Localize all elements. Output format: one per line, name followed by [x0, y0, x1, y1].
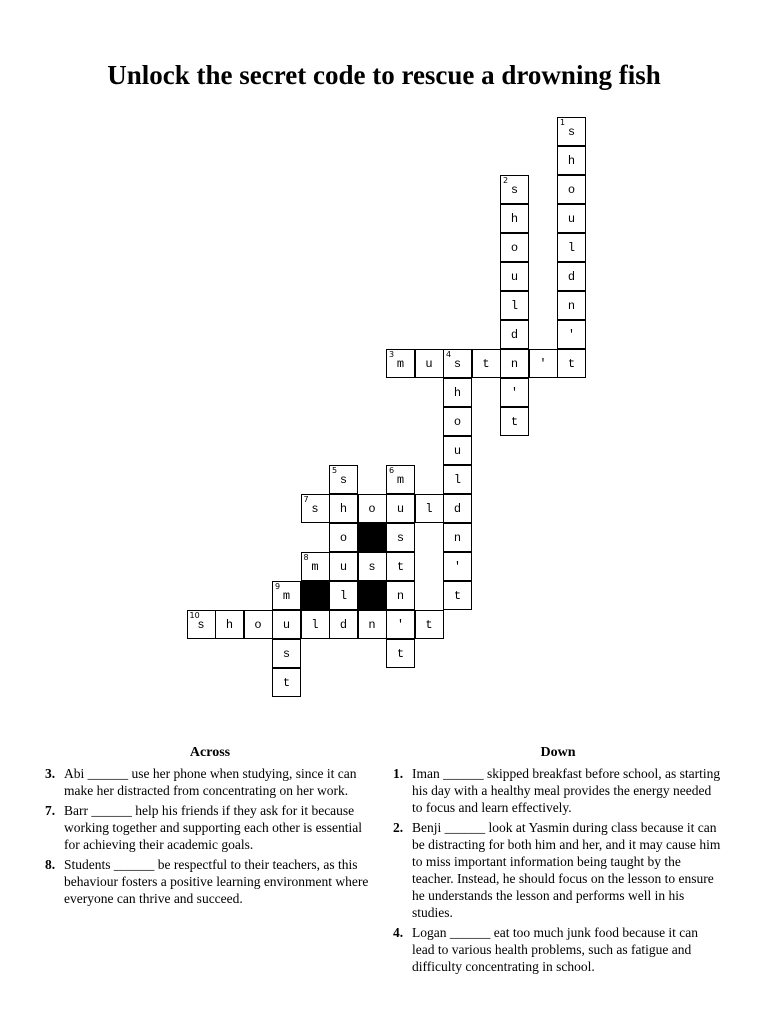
grid-cell[interactable]	[443, 349, 472, 378]
clue-number-label: 3	[389, 349, 395, 359]
cell-letter: u	[510, 269, 519, 284]
clue-number: 4.	[393, 925, 404, 940]
grid-cell[interactable]	[329, 552, 358, 581]
cell-letter: t	[453, 588, 462, 603]
cell-letter: s	[368, 559, 376, 574]
grid-cell[interactable]	[386, 494, 415, 523]
grid-cell[interactable]	[215, 610, 244, 639]
grid-cell[interactable]	[557, 320, 586, 349]
cell-letter: l	[453, 472, 462, 487]
grid-cell[interactable]	[500, 378, 529, 407]
cell-letter: s	[282, 646, 291, 661]
cell-letter: '	[567, 327, 576, 342]
clue-text: Abi ______ use her phone when studying, since it can make her distracted from concentrating on her work.	[64, 766, 357, 798]
grid-cell[interactable]	[472, 349, 501, 378]
grid-cell[interactable]	[187, 610, 216, 639]
blocked-cell	[358, 581, 387, 610]
cell-letter: '	[539, 356, 547, 371]
cell-letter: l	[567, 240, 576, 255]
grid-cell[interactable]	[557, 233, 586, 262]
grid-cell[interactable]	[272, 639, 301, 668]
clue-number: 7.	[45, 803, 56, 818]
clue-text: Iman ______ skipped breakfast before school, as starting his day with a healthy meal provides the energy needed to focus and learn effectively.	[412, 766, 721, 815]
cell-letter: o	[567, 182, 576, 197]
grid-cell[interactable]	[358, 494, 387, 523]
cell-letter: '	[396, 617, 405, 632]
clue-text: Benji ______ look at Yasmin during class because it can be distracting for both him and her, and it may cause him to miss important information being taught by the teacher. Instead, he should focus on the lesson to ensure he understands the lesson and performs well in his studies.	[412, 820, 721, 920]
clue-number-label: 5	[332, 465, 338, 475]
grid-cell[interactable]	[500, 349, 529, 378]
grid-cell[interactable]	[557, 262, 586, 291]
clue-number-label: 6	[389, 465, 395, 475]
grid-cell[interactable]	[500, 175, 529, 204]
grid-cell[interactable]	[386, 523, 415, 552]
clue-number-label: 4	[446, 349, 452, 359]
clue-down-1	[393, 765, 723, 816]
cell-letter: h	[225, 617, 234, 632]
cell-letter: h	[453, 385, 462, 400]
clue-number: 3.	[45, 766, 56, 781]
grid-cell[interactable]	[329, 494, 358, 523]
cell-letter: s	[197, 617, 205, 632]
cell-letter: u	[282, 617, 291, 632]
grid-cell[interactable]	[386, 552, 415, 581]
cell-letter: s	[311, 501, 319, 516]
clue-text: Students ______ be respectful to their teachers, as this behaviour fosters a positive learning environment where everyone can thrive and succeed.	[64, 857, 369, 906]
grid-cell[interactable]	[329, 610, 358, 639]
grid-cell[interactable]	[358, 610, 387, 639]
cell-letter: u	[453, 443, 462, 458]
clue-number: 1.	[393, 766, 404, 781]
clue-number-label: 1	[560, 117, 566, 127]
page-title: Unlock the secret code to rescue a drowning fish	[107, 60, 661, 90]
grid-cell[interactable]	[443, 378, 472, 407]
cell-letter: '	[510, 385, 519, 400]
cell-letter: h	[567, 153, 576, 168]
cell-letter: s	[453, 356, 462, 371]
grid-cell[interactable]	[415, 494, 444, 523]
grid-cell[interactable]	[443, 581, 472, 610]
clue-across-7	[45, 802, 375, 853]
cell-letter: n	[453, 530, 462, 545]
cell-letter: t	[282, 675, 291, 690]
cell-letter: o	[510, 240, 519, 255]
clue-down-2	[393, 819, 723, 921]
clue-number-label: 10	[189, 610, 200, 620]
cell-letter: d	[567, 269, 576, 284]
cell-letter: h	[339, 501, 348, 516]
cell-letter: u	[567, 211, 576, 226]
cell-letter: m	[396, 472, 405, 487]
grid-cell[interactable]	[386, 610, 415, 639]
cell-letter: s	[567, 124, 576, 139]
cell-letter: n	[396, 588, 405, 603]
cell-letter: d	[339, 617, 348, 632]
cell-letter: '	[453, 559, 462, 574]
cell-letter: l	[425, 501, 433, 516]
clue-across-3	[45, 765, 375, 799]
grid-cell[interactable]	[272, 581, 301, 610]
cell-letter: l	[339, 588, 348, 603]
cell-letter: u	[425, 356, 433, 371]
blocked-cell	[301, 581, 330, 610]
grid-cell[interactable]	[443, 494, 472, 523]
clue-number: 2.	[393, 820, 404, 835]
clue-text: Barr ______ help his friends if they ask for it because working together and supporting each other is essential for achieving their academic goals.	[64, 803, 363, 852]
grid-cell[interactable]	[443, 465, 472, 494]
cell-letter: m	[282, 588, 291, 603]
cell-letter: u	[339, 559, 348, 574]
cell-letter: d	[510, 327, 519, 342]
clue-down-4	[393, 924, 723, 975]
cell-letter: t	[396, 559, 405, 574]
cell-letter: d	[453, 501, 462, 516]
clue-number: 8.	[45, 857, 56, 872]
cell-letter: s	[396, 530, 405, 545]
grid-cell[interactable]	[500, 262, 529, 291]
grid-cell[interactable]	[386, 639, 415, 668]
cell-letter: l	[510, 298, 519, 313]
grid-cell[interactable]	[272, 610, 301, 639]
grid-cell[interactable]	[500, 407, 529, 436]
grid-cell[interactable]	[244, 610, 273, 639]
grid-cell[interactable]	[443, 436, 472, 465]
grid-cell[interactable]	[557, 349, 586, 378]
cell-letter: t	[567, 356, 576, 371]
grid-cell[interactable]	[443, 552, 472, 581]
grid-cell[interactable]	[500, 204, 529, 233]
grid-cell[interactable]	[557, 204, 586, 233]
clue-text: Logan ______ eat too much junk food because it can lead to various health problems, such as fatigue and difficulty concentrating in school.	[412, 925, 699, 974]
blocked-cell	[358, 523, 387, 552]
down-heading: Down	[540, 745, 576, 760]
cell-letter: t	[482, 356, 490, 371]
clue-number-label: 7	[303, 494, 309, 504]
cell-letter: m	[311, 559, 319, 574]
grid-cell[interactable]	[529, 349, 558, 378]
cell-letter: h	[510, 211, 519, 226]
across-heading: Across	[189, 745, 231, 760]
clue-number-label: 2	[503, 175, 509, 185]
cell-letter: o	[368, 501, 376, 516]
grid-cell[interactable]	[386, 349, 415, 378]
grid-cell[interactable]	[557, 175, 586, 204]
grid-cell[interactable]	[443, 407, 472, 436]
cell-letter: n	[510, 356, 519, 371]
cell-letter: n	[567, 298, 576, 313]
cell-letter: u	[396, 501, 405, 516]
cell-letter: l	[311, 617, 319, 632]
cell-letter: t	[425, 617, 433, 632]
clue-across-8	[45, 856, 375, 907]
cell-letter: n	[368, 617, 376, 632]
grid-cell[interactable]	[500, 233, 529, 262]
grid-cell[interactable]	[329, 523, 358, 552]
cell-letter: t	[510, 414, 519, 429]
down-clues	[393, 744, 723, 978]
grid-cell[interactable]	[386, 581, 415, 610]
grid-cell[interactable]	[415, 349, 444, 378]
grid-cell[interactable]	[500, 320, 529, 349]
grid-cell[interactable]	[500, 291, 529, 320]
cell-letter: t	[396, 646, 405, 661]
clue-number-label: 9	[275, 581, 281, 591]
cell-letter: s	[339, 472, 348, 487]
grid-cell[interactable]	[443, 523, 472, 552]
cell-letter: o	[339, 530, 348, 545]
grid-cell[interactable]	[557, 117, 586, 146]
cell-letter: m	[396, 356, 405, 371]
grid-cell[interactable]	[415, 610, 444, 639]
grid-cell[interactable]	[386, 465, 415, 494]
grid-cell[interactable]	[272, 668, 301, 697]
grid-cell[interactable]	[557, 146, 586, 175]
clue-number-label: 8	[303, 552, 309, 562]
grid-cell[interactable]	[329, 581, 358, 610]
grid-cell[interactable]	[329, 465, 358, 494]
across-clues	[45, 744, 375, 910]
grid-cell[interactable]	[301, 610, 330, 639]
cell-letter: s	[510, 182, 519, 197]
grid-cell[interactable]	[301, 552, 330, 581]
grid-cell[interactable]	[358, 552, 387, 581]
cell-letter: o	[254, 617, 262, 632]
grid-cell[interactable]	[301, 494, 330, 523]
grid-cell[interactable]	[557, 291, 586, 320]
cell-letter: o	[453, 414, 462, 429]
